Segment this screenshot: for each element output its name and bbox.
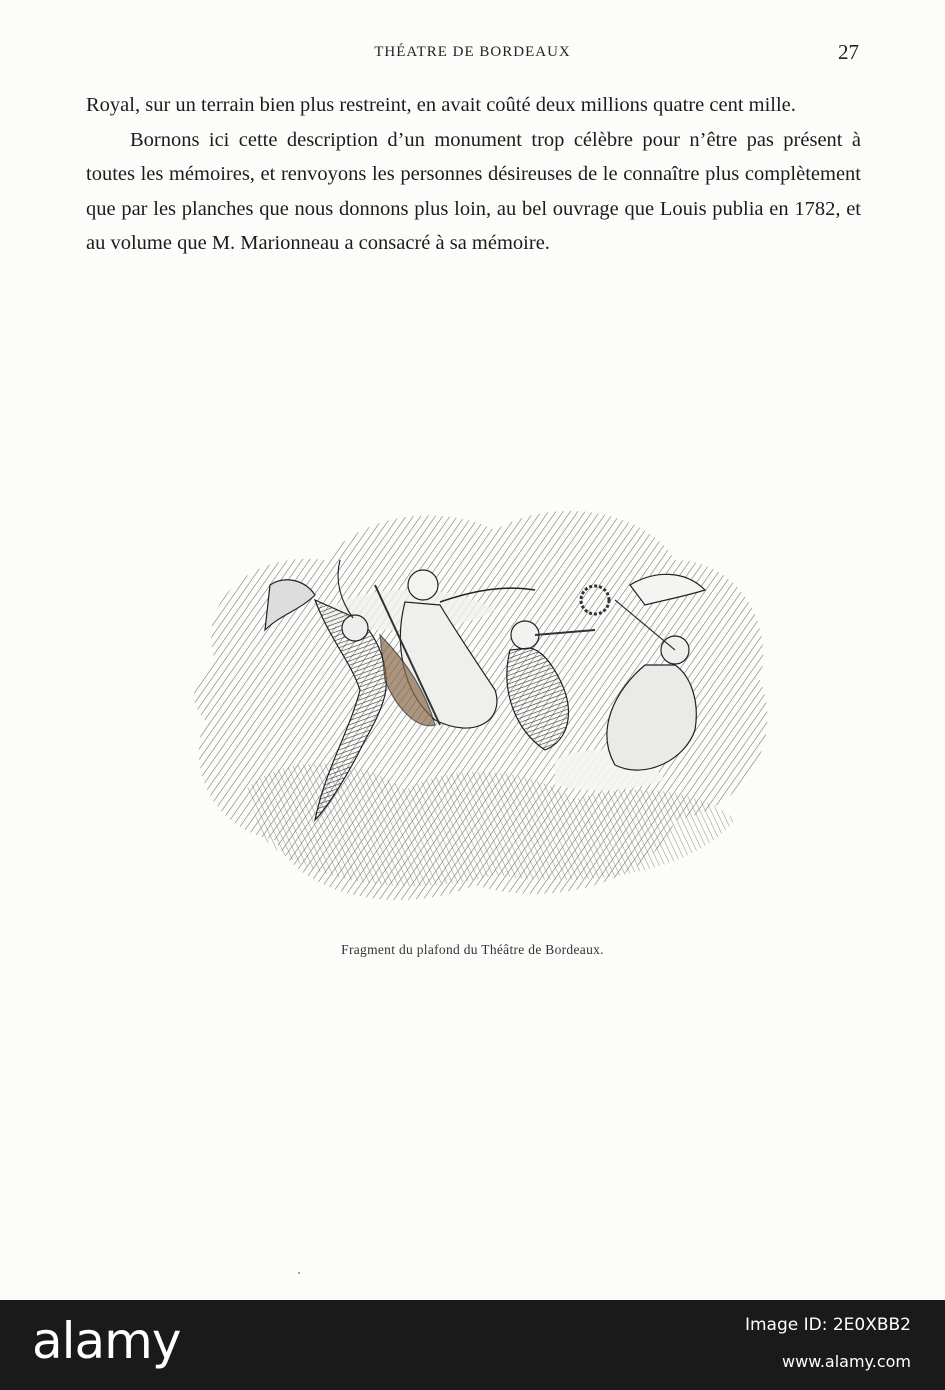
brand-logo [32, 1312, 180, 1370]
ceiling-engraving-illustration [175, 490, 775, 920]
image-id-label: Image ID: 2E0XBB2 [744, 1315, 911, 1335]
body-text [86, 88, 861, 261]
paragraph-1: Royal, sur un terrain bien plus restreint, en avait coûté deux millions quatre cent mille. [86, 94, 796, 116]
figure-caption: Fragment du plafond du Théâtre de Bordeaux. [341, 942, 604, 957]
paragraph-2: Bornons ici cette description d’un monument trop célèbre pour n’être pas présent à toutes les mémoires, et renvoyons les personnes désireuses de le connaître plus complètement que par les planches que nous donnons plus loin, au bel ouvrage que Louis publia en 1782, et au volume que M. Marionneau a consacré à sa mémoire. [86, 128, 861, 254]
site-url-label: www.alamy.com [782, 1352, 911, 1371]
brand-wordmark: alamy [32, 1312, 181, 1370]
running-title: THÉATRE DE BORDEAUX [374, 44, 571, 60]
page-number: 27 [838, 40, 859, 64]
paper-speck [298, 1272, 300, 1274]
